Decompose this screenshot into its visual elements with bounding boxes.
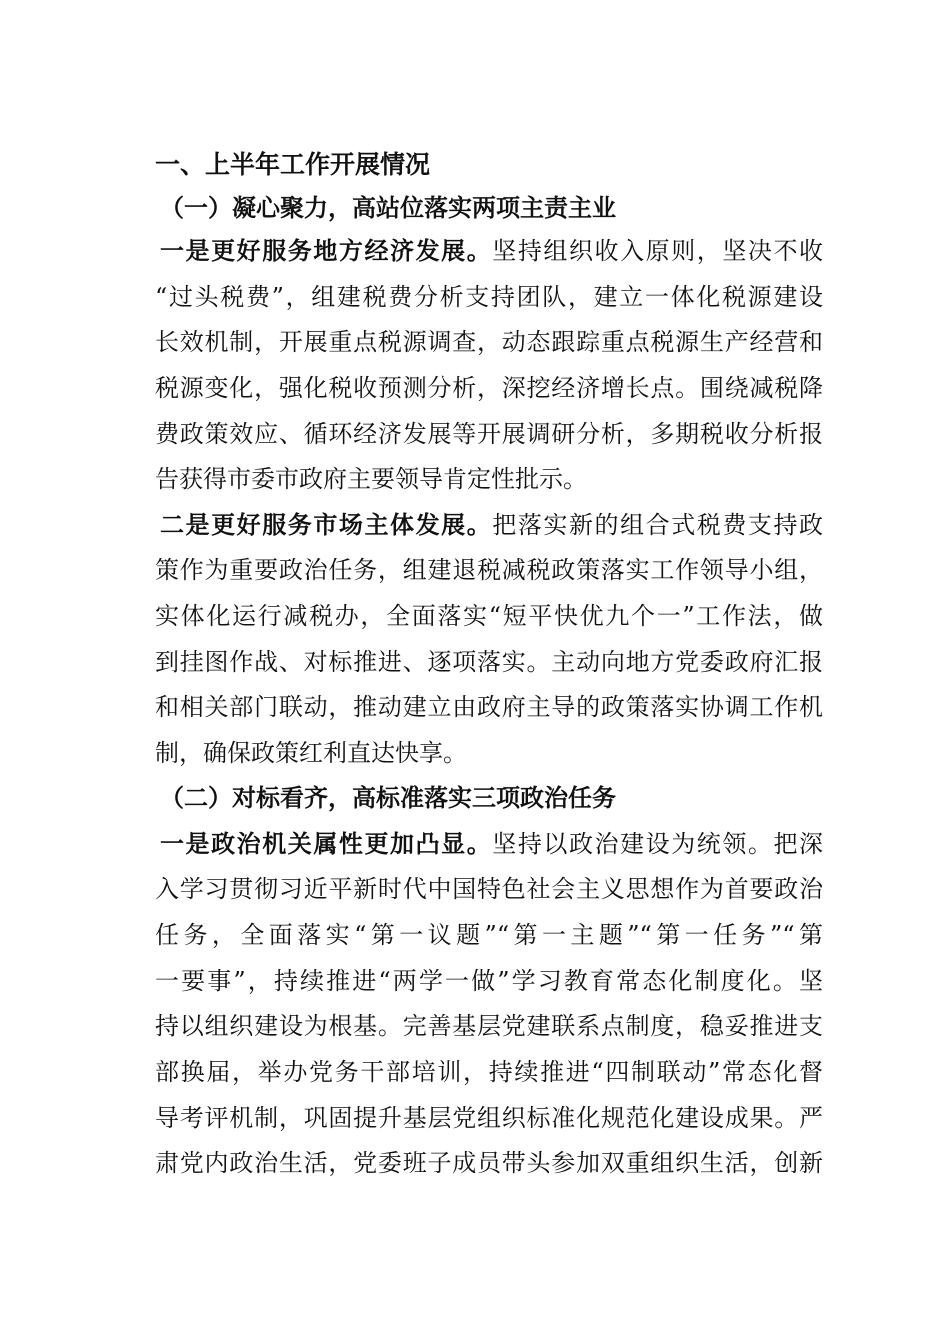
s1-p1-line-3: 长效机制，开展重点税源调查，动态跟踪重点税源生产经营和	[155, 328, 823, 356]
s2-p1-line-8: 肃党内政治生活，党委班子成员带头参加双重组织生活，创新	[155, 1149, 823, 1177]
section-1-title: （一）凝心聚力，高站位落实两项主责主业	[160, 193, 616, 222]
s1-p2-line-1-text: 把落实新的组合式税费支持政	[492, 511, 824, 539]
section-2-title: （二）对标看齐，高标准落实三项政治任务	[160, 783, 616, 812]
s1-p2-line-4: 到挂图作战、对标推进、逐项落实。主动向地方党委政府汇报	[155, 648, 823, 676]
s2-p1-line-1	[160, 828, 823, 860]
s1-p1-line-1-text: 坚持组织收入原则，坚决不收	[492, 237, 824, 265]
s1-p2-line-5: 和相关部门联动，推动建立由政府主导的政策落实协调工作机	[155, 693, 823, 721]
s2-p1-line-5: 持以组织建设为根基。完善基层党建联系点制度，稳妥推进支	[155, 1012, 823, 1040]
s1-p2-line-2: 策作为重要政治任务，组建退税减税政策落实工作领导小组，	[155, 556, 823, 584]
s1-p1-line-6: 告获得市委市政府主要领导肯定性批示。	[155, 465, 587, 493]
s2-p1-line-1-text: 坚持以政治建设为统领。把深	[492, 830, 824, 858]
s1-p1-line-4: 税源变化，强化税收预测分析，深挖经济增长点。围绕减税降	[155, 374, 823, 402]
s2-p1-line-2: 入学习贯彻习近平新时代中国特色社会主义思想作为首要政治	[155, 875, 823, 903]
s2-p1-line-4: 一要事”，持续推进“两学一做”学习教育常态化制度化。坚	[155, 967, 823, 995]
s1-p1-line-1	[160, 235, 823, 267]
s2-p1-line-3: 任务，全面落实“第一议题”“第一主题”“第一任务”“第	[155, 921, 823, 949]
s1-p2-line-6: 制，确保政策红利直达快享。	[155, 739, 467, 767]
s1-p2-line-1	[160, 509, 823, 541]
s1-p2-line-3: 实体化运行减税办，全面落实“短平快优九个一”工作法，做	[155, 602, 823, 630]
s2-p1-line-7: 导考评机制，巩固提升基层党组织标准化规范化建设成果。严	[155, 1104, 823, 1132]
s1-p1-line-2: “过头税费”，组建税费分析支持团队，建立一体化税源建设	[155, 283, 823, 311]
s1-p2-lead: 二是更好服务市场主体发展。	[160, 510, 493, 539]
s2-p1-line-6: 部换届，举办党务干部培训，持续推进“四制联动”常态化督	[155, 1058, 823, 1086]
s1-p1-line-5: 费政策效应、循环经济发展等开展调研分析，多期税收分析报	[155, 420, 823, 448]
s2-p1-lead: 一是政治机关属性更加凸显。	[160, 829, 493, 858]
heading-level-1: 一、上半年工作开展情况	[155, 150, 431, 179]
s1-p1-lead: 一是更好服务地方经济发展。	[160, 236, 493, 265]
